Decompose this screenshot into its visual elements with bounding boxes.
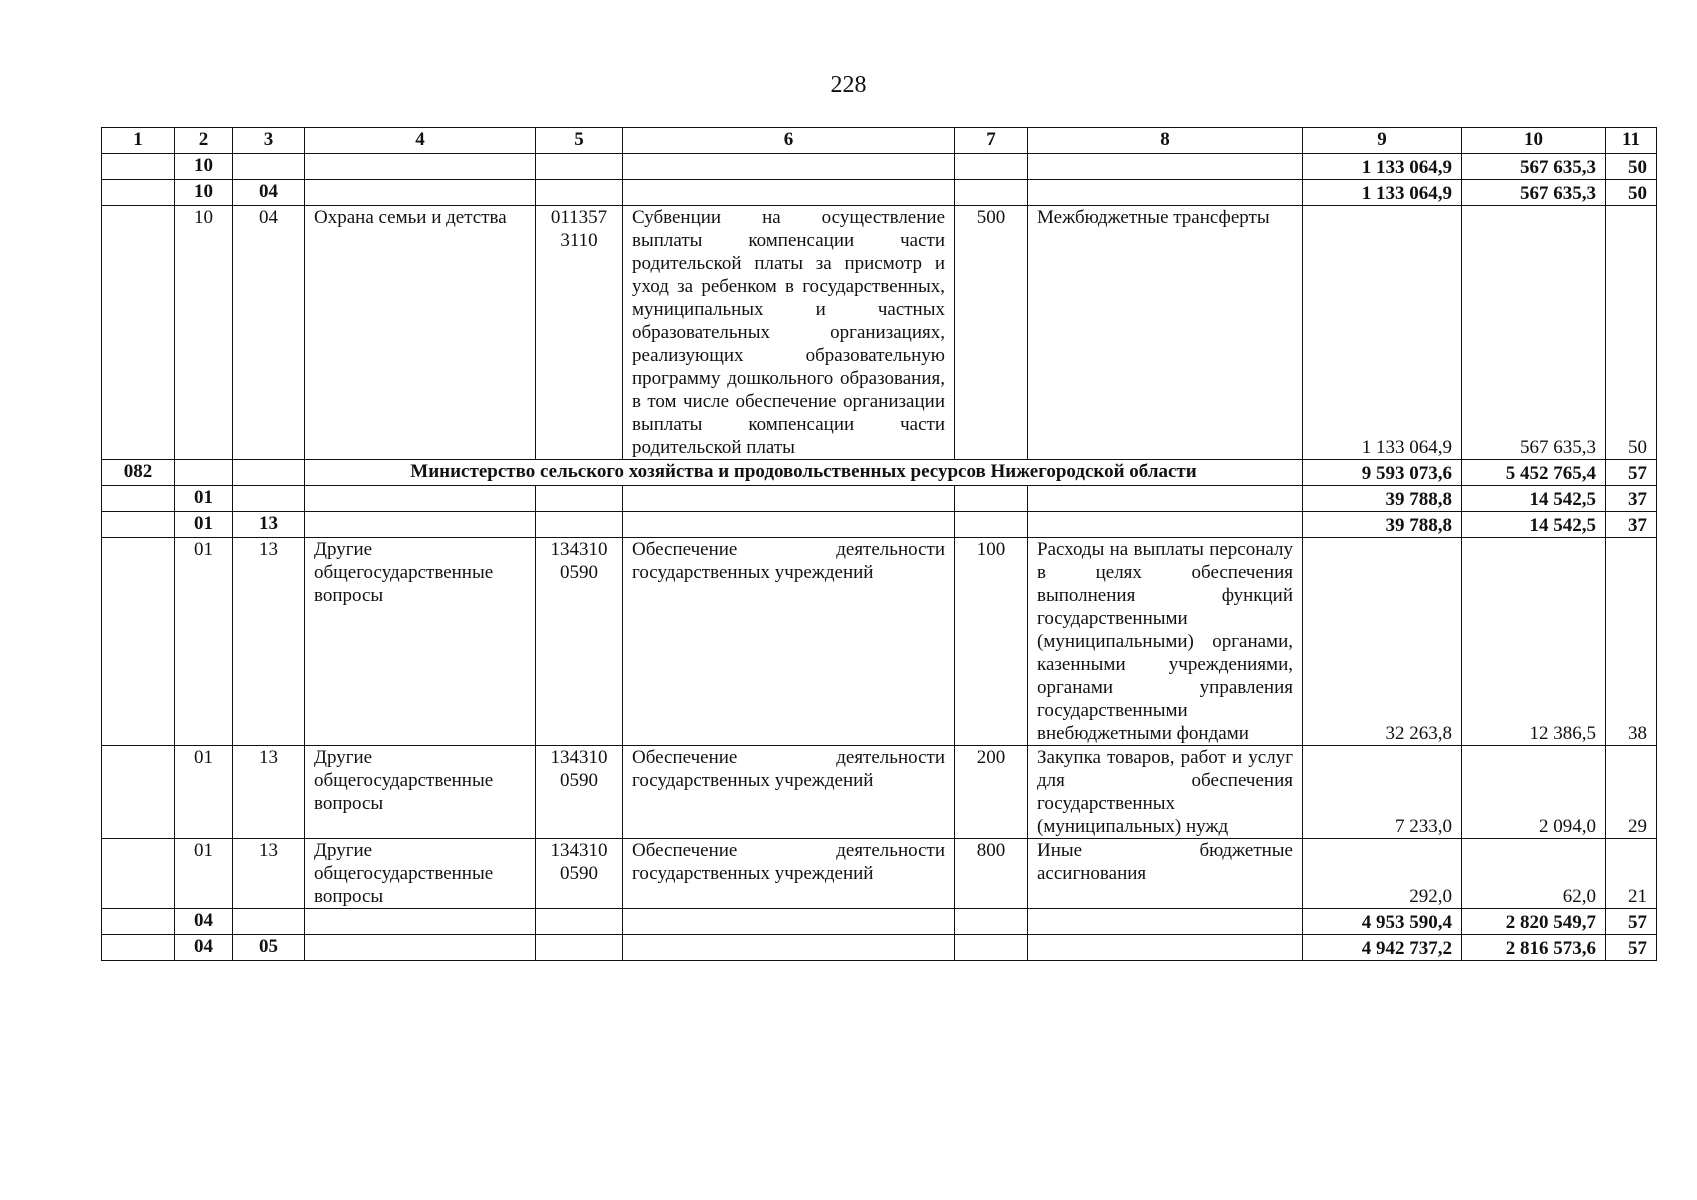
cell-subsection: 05 (233, 935, 305, 961)
cell-target-name (623, 909, 955, 935)
cell-expense-name (1028, 909, 1303, 935)
table-row (102, 538, 1657, 746)
cell-expense-type (955, 486, 1028, 512)
cell-section: 01 (175, 512, 233, 538)
cell-section: 10 (175, 206, 233, 460)
cell-target-code (536, 909, 623, 935)
cell-percent: 29 (1606, 746, 1657, 839)
cell-expense-name (1028, 180, 1303, 206)
cell-subsection-name (305, 486, 536, 512)
cell-expense-type: 500 (955, 206, 1028, 460)
cell-target-name: Субвенции на осуществление выплаты компенсации части родительской платы за присмотр и уход за ребенком в государственных, муниципальных и частных образовательных организациях, реализующих образовательную программу дошкольного образования, в том числе обеспечение организации выплаты компенсации части родительской платы (623, 206, 955, 460)
cell-actual: 567 635,3 (1462, 206, 1606, 460)
table-row (102, 909, 1657, 935)
cell-target-code: 134310 0590 (536, 538, 623, 746)
table-row (102, 512, 1657, 538)
cell-percent: 21 (1606, 839, 1657, 909)
cell-subsection: 13 (233, 512, 305, 538)
table-row (102, 486, 1657, 512)
cell-actual: 12 386,5 (1462, 538, 1606, 746)
cell-section: 04 (175, 909, 233, 935)
cell-subsection: 04 (233, 206, 305, 460)
page-number: 228 (830, 72, 867, 98)
cell-target-code: 134310 0590 (536, 746, 623, 839)
cell-expense-name: Иные бюджетные ассигнования (1028, 839, 1303, 909)
cell-actual: 62,0 (1462, 839, 1606, 909)
cell-code (102, 512, 175, 538)
cell-subsection-name: Другие общегосударственные вопросы (305, 839, 536, 909)
cell-actual: 2 094,0 (1462, 746, 1606, 839)
table-row-ministry (102, 460, 1657, 486)
cell-target-name: Обеспечение деятельности государственных учреждений (623, 746, 955, 839)
cell-code (102, 206, 175, 460)
cell-plan: 7 233,0 (1303, 746, 1462, 839)
header-cell: 9 (1303, 128, 1462, 154)
cell-plan: 4 953 590,4 (1303, 909, 1462, 935)
cell-percent: 50 (1606, 206, 1657, 460)
cell-actual: 2 816 573,6 (1462, 935, 1606, 961)
cell-actual: 2 820 549,7 (1462, 909, 1606, 935)
cell-target-code (536, 486, 623, 512)
cell-expense-type (955, 935, 1028, 961)
cell-target-code (536, 154, 623, 180)
table-row (102, 180, 1657, 206)
header-cell: 7 (955, 128, 1028, 154)
cell-plan: 39 788,8 (1303, 512, 1462, 538)
ministry-name: Министерство сельского хозяйства и продовольственных ресурсов Нижегородской области (305, 460, 1303, 486)
cell-expense-type (955, 909, 1028, 935)
cell-subsection (233, 460, 305, 486)
cell-expense-name: Расходы на выплаты персоналу в целях обеспечения выполнения функций государственными (муниципальными) органами, казенными учреждениями, органами управления государственными внебюджетными фондами (1028, 538, 1303, 746)
cell-code (102, 180, 175, 206)
header-cell: 1 (102, 128, 175, 154)
cell-code (102, 154, 175, 180)
cell-subsection: 13 (233, 839, 305, 909)
cell-subsection: 04 (233, 180, 305, 206)
cell-percent: 38 (1606, 538, 1657, 746)
cell-expense-type (955, 180, 1028, 206)
cell-code (102, 486, 175, 512)
cell-target-name: Обеспечение деятельности государственных учреждений (623, 839, 955, 909)
cell-plan: 1 133 064,9 (1303, 154, 1462, 180)
cell-target-code: 011357 3110 (536, 206, 623, 460)
header-row (102, 128, 1657, 154)
cell-target-name (623, 180, 955, 206)
table-row (102, 746, 1657, 839)
cell-subsection-name (305, 180, 536, 206)
cell-section: 01 (175, 839, 233, 909)
cell-percent: 37 (1606, 486, 1657, 512)
header-cell: 6 (623, 128, 955, 154)
cell-expense-type: 200 (955, 746, 1028, 839)
cell-subsection: 13 (233, 746, 305, 839)
cell-section: 01 (175, 538, 233, 746)
cell-section: 10 (175, 180, 233, 206)
cell-percent: 57 (1606, 935, 1657, 961)
cell-actual: 567 635,3 (1462, 180, 1606, 206)
cell-code (102, 746, 175, 839)
cell-expense-name: Закупка товаров, работ и услуг для обеспечения государственных (муниципальных) нужд (1028, 746, 1303, 839)
cell-subsection-name: Другие общегосударственные вопросы (305, 746, 536, 839)
cell-percent: 50 (1606, 154, 1657, 180)
cell-percent: 37 (1606, 512, 1657, 538)
cell-actual: 14 542,5 (1462, 512, 1606, 538)
cell-section: 10 (175, 154, 233, 180)
cell-target-code (536, 935, 623, 961)
table-row (102, 154, 1657, 180)
header-cell: 8 (1028, 128, 1303, 154)
cell-plan: 9 593 073,6 (1303, 460, 1462, 486)
cell-subsection: 13 (233, 538, 305, 746)
cell-expense-type: 800 (955, 839, 1028, 909)
cell-code: 082 (102, 460, 175, 486)
cell-target-name (623, 935, 955, 961)
cell-actual: 567 635,3 (1462, 154, 1606, 180)
table-row (102, 935, 1657, 961)
cell-plan: 1 133 064,9 (1303, 180, 1462, 206)
cell-percent: 50 (1606, 180, 1657, 206)
cell-subsection (233, 154, 305, 180)
cell-subsection-name (305, 512, 536, 538)
cell-plan: 32 263,8 (1303, 538, 1462, 746)
header-cell: 3 (233, 128, 305, 154)
cell-expense-type (955, 154, 1028, 180)
cell-subsection (233, 909, 305, 935)
cell-percent: 57 (1606, 909, 1657, 935)
cell-expense-name (1028, 154, 1303, 180)
cell-target-code: 134310 0590 (536, 839, 623, 909)
cell-subsection-name: Охрана семьи и детства (305, 206, 536, 460)
cell-target-name: Обеспечение деятельности государственных учреждений (623, 538, 955, 746)
cell-expense-name (1028, 512, 1303, 538)
cell-code (102, 909, 175, 935)
cell-plan: 39 788,8 (1303, 486, 1462, 512)
table-row (102, 839, 1657, 909)
cell-actual: 5 452 765,4 (1462, 460, 1606, 486)
cell-plan: 4 942 737,2 (1303, 935, 1462, 961)
cell-expense-type (955, 512, 1028, 538)
header-cell: 10 (1462, 128, 1606, 154)
cell-expense-type: 100 (955, 538, 1028, 746)
cell-target-code (536, 512, 623, 538)
cell-expense-name (1028, 935, 1303, 961)
cell-code (102, 839, 175, 909)
cell-section (175, 460, 233, 486)
header-cell: 11 (1606, 128, 1657, 154)
cell-plan: 1 133 064,9 (1303, 206, 1462, 460)
cell-section: 01 (175, 746, 233, 839)
cell-code (102, 935, 175, 961)
header-cell: 2 (175, 128, 233, 154)
cell-expense-name: Межбюджетные трансферты (1028, 206, 1303, 460)
header-cell: 4 (305, 128, 536, 154)
cell-code (102, 538, 175, 746)
cell-target-name (623, 154, 955, 180)
budget-table (101, 127, 1657, 961)
cell-subsection-name (305, 154, 536, 180)
cell-percent: 57 (1606, 460, 1657, 486)
cell-target-code (536, 180, 623, 206)
cell-subsection-name (305, 909, 536, 935)
cell-expense-name (1028, 486, 1303, 512)
cell-actual: 14 542,5 (1462, 486, 1606, 512)
cell-target-name (623, 512, 955, 538)
header-cell: 5 (536, 128, 623, 154)
table-row (102, 206, 1657, 460)
cell-section: 04 (175, 935, 233, 961)
cell-section: 01 (175, 486, 233, 512)
cell-plan: 292,0 (1303, 839, 1462, 909)
cell-target-name (623, 486, 955, 512)
cell-subsection-name: Другие общегосударственные вопросы (305, 538, 536, 746)
cell-subsection-name (305, 935, 536, 961)
cell-subsection (233, 486, 305, 512)
